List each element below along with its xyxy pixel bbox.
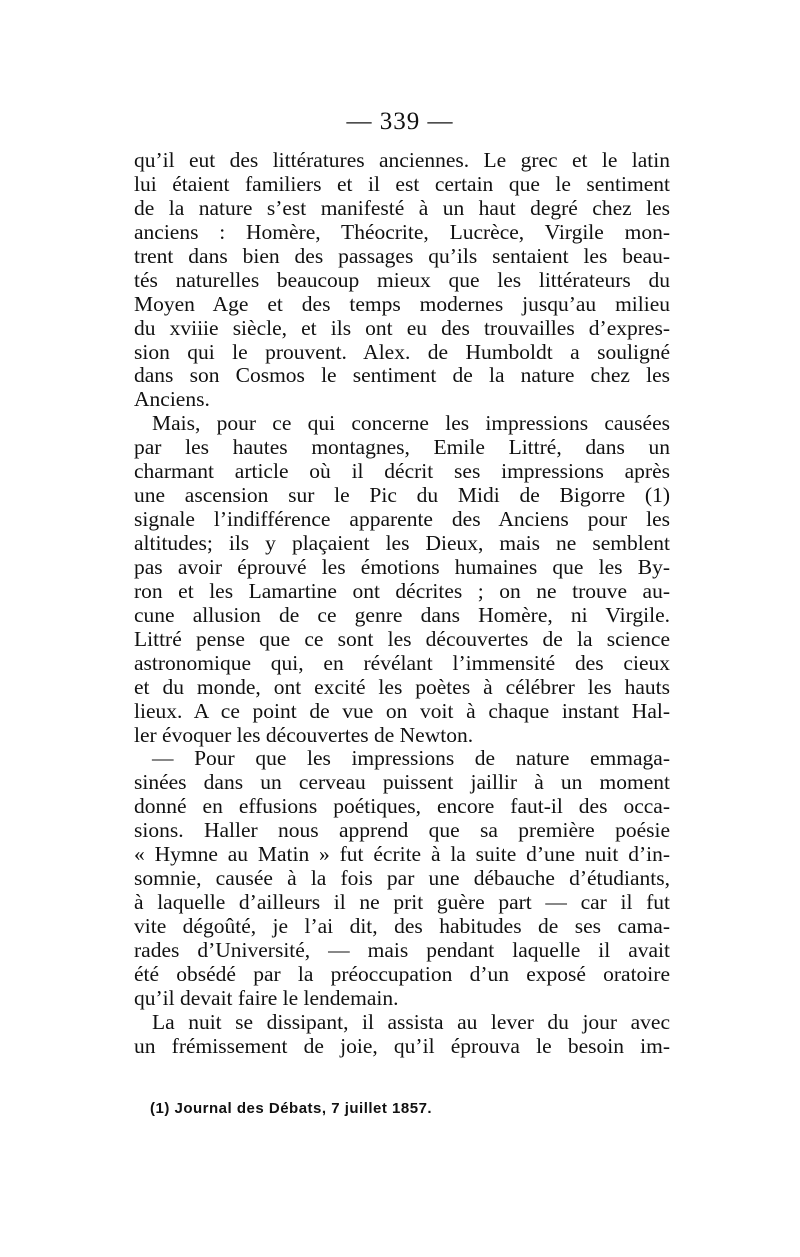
text-line: altitudes; ils y plaçaient les Dieux, mais ne semblent xyxy=(134,532,670,555)
text-line: signale l’indifférence apparente des Anciens pour les xyxy=(134,508,670,532)
text-line: un frémissement de joie, qu’il éprouva le besoin im- xyxy=(134,1034,670,1058)
text-line: été obsédé par la préoccupation d’un exposé oratoire xyxy=(134,962,670,986)
text-line: et du monde, ont excité les poètes à célébrer les hauts xyxy=(134,675,670,699)
footnote: (1) Journal des Débats, 7 juillet 1857. xyxy=(150,1100,433,1117)
text-line: de la nature s’est manifesté à un haut degré chez les xyxy=(134,196,670,220)
text-line: Mais, pour ce qui concerne les impressions causées xyxy=(152,412,670,436)
text-line: — Pour que les impressions de nature emmaga- xyxy=(152,747,670,771)
text-line: Moyen Age et des temps modernes jusqu’au milieu xyxy=(134,292,670,316)
text-line: sions. Haller nous apprend que sa première poésie xyxy=(134,819,670,843)
text-line: ler évoquer les découvertes de Newton. xyxy=(134,723,474,747)
text-line: La nuit se dissipant, il assista au lever du jour avec xyxy=(152,1010,670,1034)
text-line: charmant article où il décrit ses impressions après xyxy=(134,460,670,484)
text-line: par les hautes montagnes, Emile Littré, dans un xyxy=(134,436,670,460)
text-line: sion qui le prouvent. Alex. de Humboldt a souligné xyxy=(134,340,670,364)
text-line: somnie, causée à la fois par une débauche d’étudiants, xyxy=(134,867,670,891)
text-line: dans son Cosmos le sentiment de la nature chez les xyxy=(134,364,670,388)
text-line: à laquelle d’ailleurs il ne prit guère part — car il fut xyxy=(134,891,670,915)
text-line: « Hymne au Matin » fut écrite à la suite d’une nuit d’in- xyxy=(134,843,670,867)
text-line: du xviiie siècle, et ils ont eu des trouvailles d’expres- xyxy=(134,316,670,340)
text-line: qu’il devait faire le lendemain. xyxy=(134,986,399,1010)
text-line: anciens : Homère, Théocrite, Lucrèce, Virgile mon- xyxy=(134,220,670,244)
text-line: donné en effusions poétiques, encore faut-il des occa- xyxy=(134,795,670,819)
text-line: Littré pense que ce sont les découvertes de la science xyxy=(134,627,670,651)
text-line: cune allusion de ce genre dans Homère, ni Virgile. xyxy=(134,603,670,627)
text-line: pas avoir éprouvé les émotions humaines que les By- xyxy=(134,555,670,579)
text-line: astronomique qui, en révélant l’immensité des cieux xyxy=(134,651,670,675)
page-number: — 339 — xyxy=(346,108,454,135)
text-line: vite dégoûté, je l’ai dit, des habitudes de ses cama- xyxy=(134,915,670,938)
text-line: lui étaient familiers et il est certain que le sentiment xyxy=(134,172,670,196)
text-line: une ascension sur le Pic du Midi de Bigorre (1) xyxy=(134,484,670,508)
body-text xyxy=(134,149,670,1059)
text-line: trent dans bien des passages qu’ils sentaient les beau- xyxy=(134,244,670,268)
text-line: tés naturelles beaucoup mieux que les littérateurs du xyxy=(134,268,670,292)
text-line: lieux. A ce point de vue on voit à chaque instant Hal- xyxy=(134,699,670,723)
text-line: sinées dans un cerveau puissent jaillir à un moment xyxy=(134,771,670,795)
text-line: Anciens. xyxy=(134,388,210,412)
text-line: qu’il eut des littératures anciennes. Le grec et le latin xyxy=(134,149,670,172)
text-line: ron et les Lamartine ont décrites ; on ne trouve au- xyxy=(134,579,670,603)
text-line: rades d’Université, — mais pendant laquelle il avait xyxy=(134,938,670,962)
